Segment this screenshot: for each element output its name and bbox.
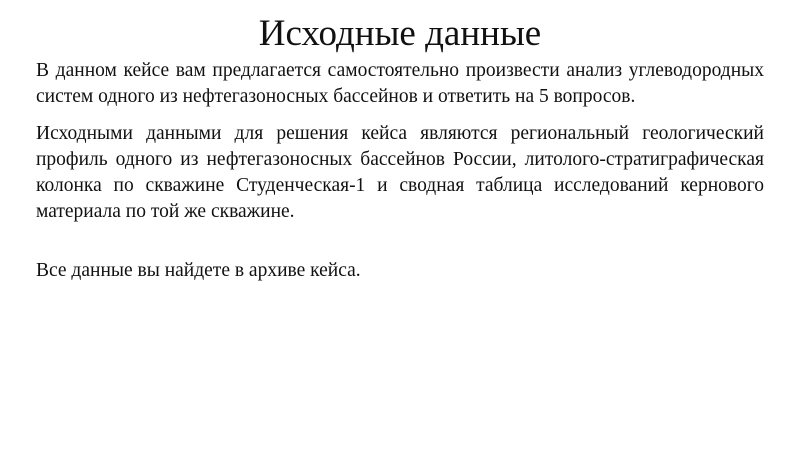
slide-title: Исходные данные [258, 13, 542, 54]
paragraph-archive-note: Все данные вы найдете в архиве кейса. [36, 260, 361, 281]
paragraph-case-description: В данном кейсе вам предлагается самостоятельно произвести анализ углеводородных систем одного из нефтегазоносных бассейнов и ответить на 5 вопросов. [36, 60, 764, 107]
slide-body [36, 58, 764, 284]
paragraph-input-data: Исходными данными для решения кейса являются региональный геологический профиль одного из нефтегазоносных бассейнов России, литолого-стратиграфическая колонка по скважине Студенческая-1 и сводная таблица исследований кернового материала по той же скважине. [36, 123, 764, 222]
